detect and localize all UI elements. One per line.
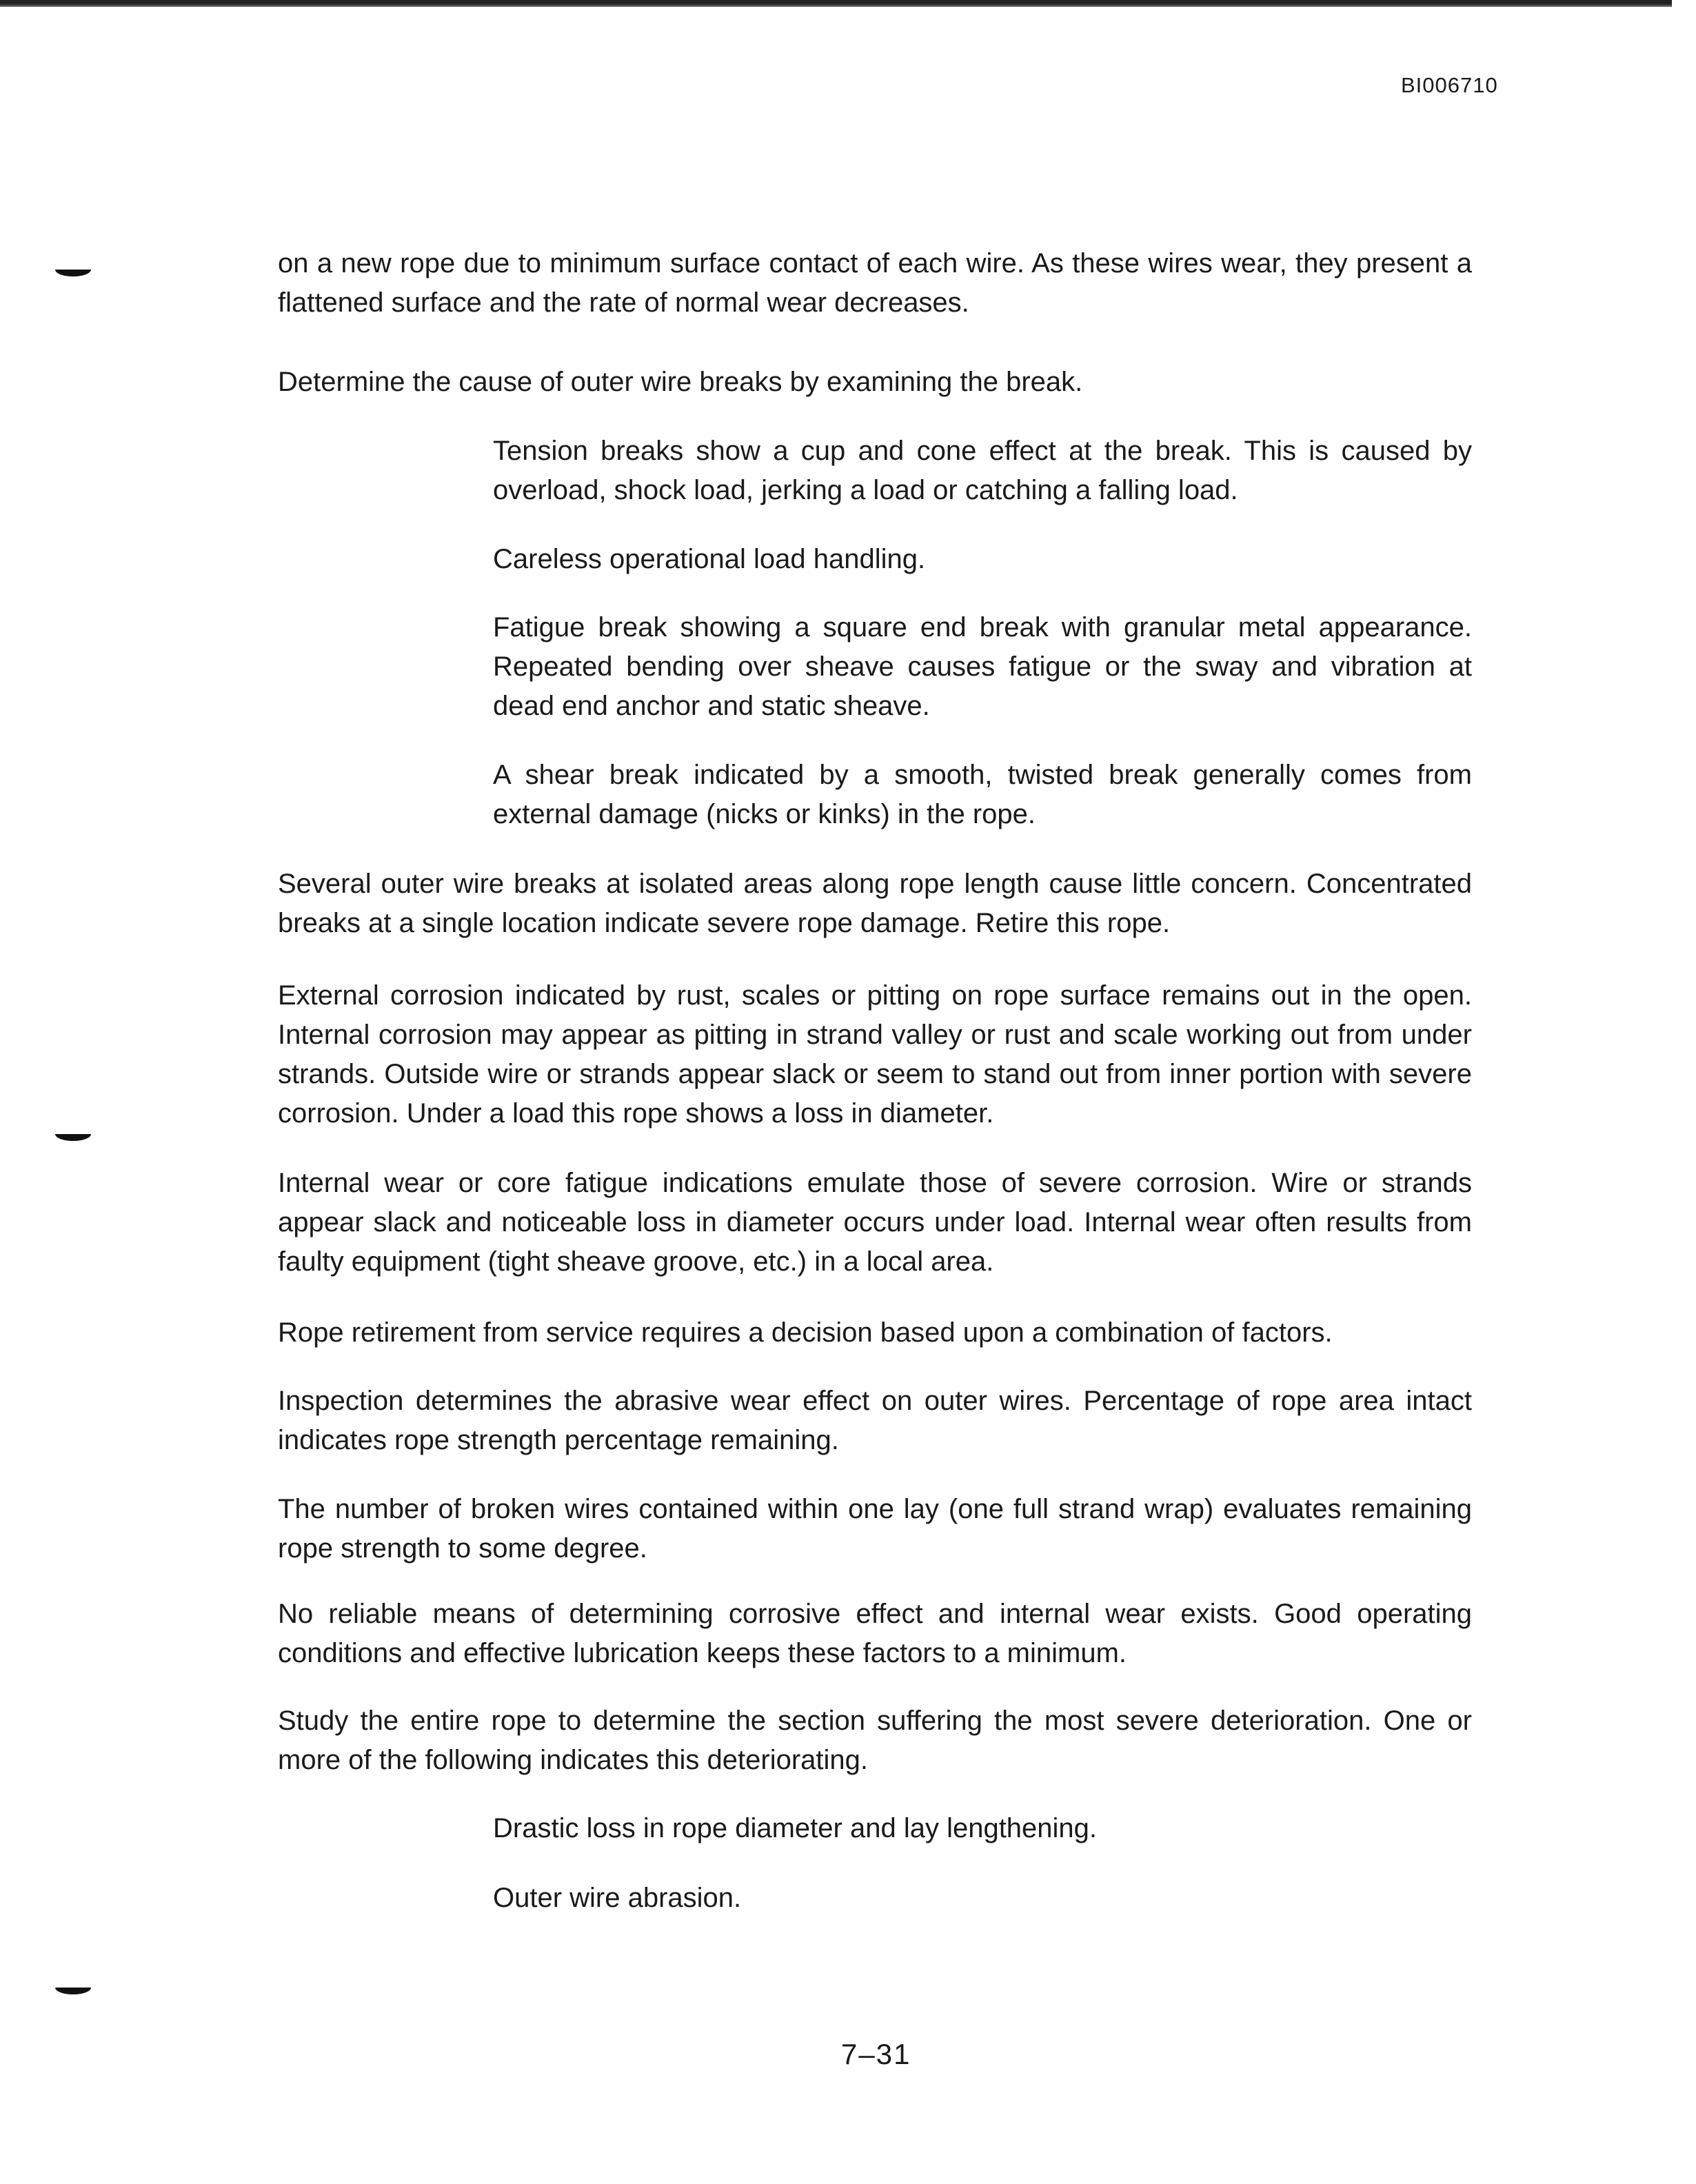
binder-mark [55, 1134, 91, 1141]
paragraph-broken-wires-lay: The number of broken wires contained within one lay (one full strand wrap) evaluates remaining rope strength to some degree. [278, 1494, 1472, 1564]
document-id: BI006710 [1401, 73, 1498, 97]
item-fatigue-break: Fatigue break showing a square end break with granular metal appearance. Repeated bending over sheave causes fatigue or the sway and vibration at dead end anchor and static sheave. [493, 612, 1472, 721]
item-diameter-loss: Drastic loss in rope diameter and lay lengthening. [493, 1813, 1098, 1843]
top-border-rule [0, 0, 1672, 7]
item-tension-breaks: Tension breaks show a cup and cone effect at the break. This is caused by overload, shock load, jerking a load or catching a falling load. [493, 436, 1472, 505]
binder-mark [55, 1988, 91, 1994]
paragraph-outer-wire-breaks: Several outer wire breaks at isolated areas along rope length cause little concern. Concentrated breaks at a single location indicate severe rope damage. Retire this rope. [278, 869, 1472, 938]
binder-mark [55, 270, 91, 276]
paragraph-rope-retirement: Rope retirement from service requires a decision based upon a combination of factors. [278, 1317, 1333, 1348]
paragraph-rope-wear-continuation: on a new rope due to minimum surface contact of each wire. As these wires wear, they present a flattened surface and the rate of normal wear decreases. [278, 248, 1472, 318]
paragraph-no-reliable-means: No reliable means of determining corrosive effect and internal wear exists. Good operating conditions and effective lubrication keeps these factors to a minimum. [278, 1599, 1472, 1668]
paragraph-internal-wear: Internal wear or core fatigue indications emulate those of severe corrosion. Wire or strands appear slack and noticeable loss in diameter occurs under load. Internal wear often results from faulty equipment (tight sheave groove, etc.) in a local area. [278, 1168, 1472, 1277]
paragraph-break-cause-intro: Determine the cause of outer wire breaks by examining the break. [278, 367, 1083, 397]
paragraph-inspection: Inspection determines the abrasive wear effect on outer wires. Percentage of rope area intact indicates rope strength percentage remaining. [278, 1386, 1472, 1455]
item-outer-wire-abrasion: Outer wire abrasion. [493, 1883, 742, 1913]
paragraph-study-entire-rope: Study the entire rope to determine the section suffering the most severe deterioration. One or more of the following indicates this deteriorating. [278, 1706, 1472, 1775]
page-number: 7–31 [841, 2038, 911, 2070]
paragraph-corrosion: External corrosion indicated by rust, scales or pitting on rope surface remains out in the open. Internal corrosion may appear as pitting in strand valley or rust and scale working out from under strands. Outside wire or strands appear slack or seem to stand out from inner portion with severe corrosion. Under a load this rope shows a loss in diameter. [278, 980, 1472, 1129]
item-careless-handling: Careless operational load handling. [493, 544, 926, 574]
item-shear-break: A shear break indicated by a smooth, twisted break generally comes from external damage (nicks or kinks) in the rope. [493, 760, 1472, 829]
